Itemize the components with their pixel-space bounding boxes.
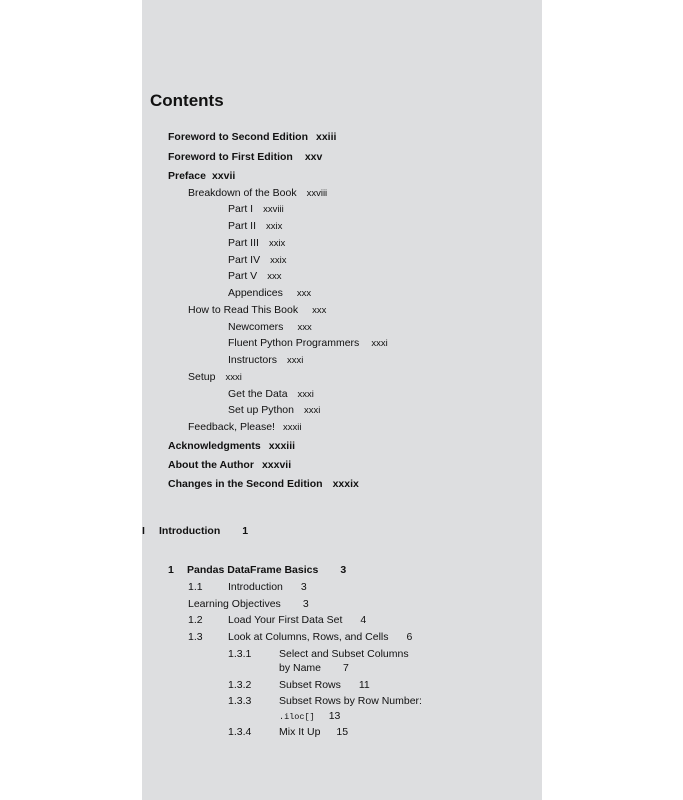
code-snippet: .iloc[] bbox=[279, 712, 315, 722]
toc-entry[interactable]: Part III xxix bbox=[228, 237, 286, 249]
toc-subsection-entry[interactable]: Select and Subset Columns bbox=[279, 648, 409, 660]
toc-entry[interactable]: Breakdown of the Book xxviii bbox=[188, 187, 328, 199]
subsection-number: 1.3.2 bbox=[228, 679, 252, 691]
toc-section-entry[interactable]: Look at Columns, Rows, and Cells 6 bbox=[228, 631, 413, 643]
toc-entry[interactable]: Set up Python xxxi bbox=[228, 404, 321, 416]
toc-entry[interactable]: Acknowledgments xxxiii bbox=[168, 440, 296, 452]
toc-subsection-entry[interactable]: Subset Rows by Row Number: bbox=[279, 695, 422, 707]
toc-subsection-entry-continued[interactable]: by Name 7 bbox=[279, 662, 349, 674]
toc-entry[interactable]: Fluent Python Programmers xxxi bbox=[228, 337, 388, 349]
part-number: I bbox=[142, 525, 145, 537]
toc-subsection-entry[interactable]: Subset Rows 11 bbox=[279, 679, 370, 691]
section-number: 1.2 bbox=[188, 614, 203, 626]
toc-entry[interactable]: Appendices xxx bbox=[228, 287, 312, 299]
section-number: 1.1 bbox=[188, 581, 203, 593]
toc-entry[interactable]: Get the Data xxxi bbox=[228, 388, 314, 400]
toc-section-entry[interactable]: Learning Objectives 3 bbox=[188, 598, 309, 610]
chapter-number: 1 bbox=[168, 564, 174, 576]
toc-subsection-entry-continued[interactable]: .iloc[] 13 bbox=[279, 710, 341, 722]
toc-entry[interactable]: How to Read This Book xxx bbox=[188, 304, 327, 316]
toc-entry[interactable]: Changes in the Second Edition xxxix bbox=[168, 478, 359, 490]
toc-entry[interactable]: Preface xxvii bbox=[168, 170, 236, 182]
toc-entry[interactable]: Part II xxix bbox=[228, 220, 283, 232]
toc-entry[interactable]: Part IV xxix bbox=[228, 254, 287, 266]
toc-subsection-entry[interactable]: Mix It Up 15 bbox=[279, 726, 349, 738]
toc-entry[interactable]: Foreword to First Edition xxv bbox=[168, 151, 323, 163]
toc-entry[interactable]: Part V xxx bbox=[228, 270, 282, 282]
toc-chapter-entry[interactable]: Pandas DataFrame Basics 3 bbox=[187, 564, 347, 576]
toc-entry[interactable]: Foreword to Second Edition xxiii bbox=[168, 131, 337, 143]
toc-part-entry[interactable]: Introduction 1 bbox=[159, 525, 249, 537]
subsection-number: 1.3.1 bbox=[228, 648, 252, 660]
toc-entry[interactable]: Newcomers xxx bbox=[228, 321, 312, 333]
toc-entry[interactable]: About the Author xxxvii bbox=[168, 459, 292, 471]
toc-section-entry[interactable]: Introduction 3 bbox=[228, 581, 307, 593]
toc-section-entry[interactable]: Load Your First Data Set 4 bbox=[228, 614, 367, 626]
subsection-number: 1.3.3 bbox=[228, 695, 252, 707]
toc-entry[interactable]: Setup xxxi bbox=[188, 371, 242, 383]
toc-entry[interactable]: Feedback, Please! xxxii bbox=[188, 421, 302, 433]
section-number: 1.3 bbox=[188, 631, 203, 643]
toc-entry[interactable]: Part I xxviii bbox=[228, 203, 284, 215]
page-title: Contents bbox=[150, 91, 224, 110]
toc-entry[interactable]: Instructors xxxi bbox=[228, 354, 304, 366]
subsection-number: 1.3.4 bbox=[228, 726, 252, 738]
